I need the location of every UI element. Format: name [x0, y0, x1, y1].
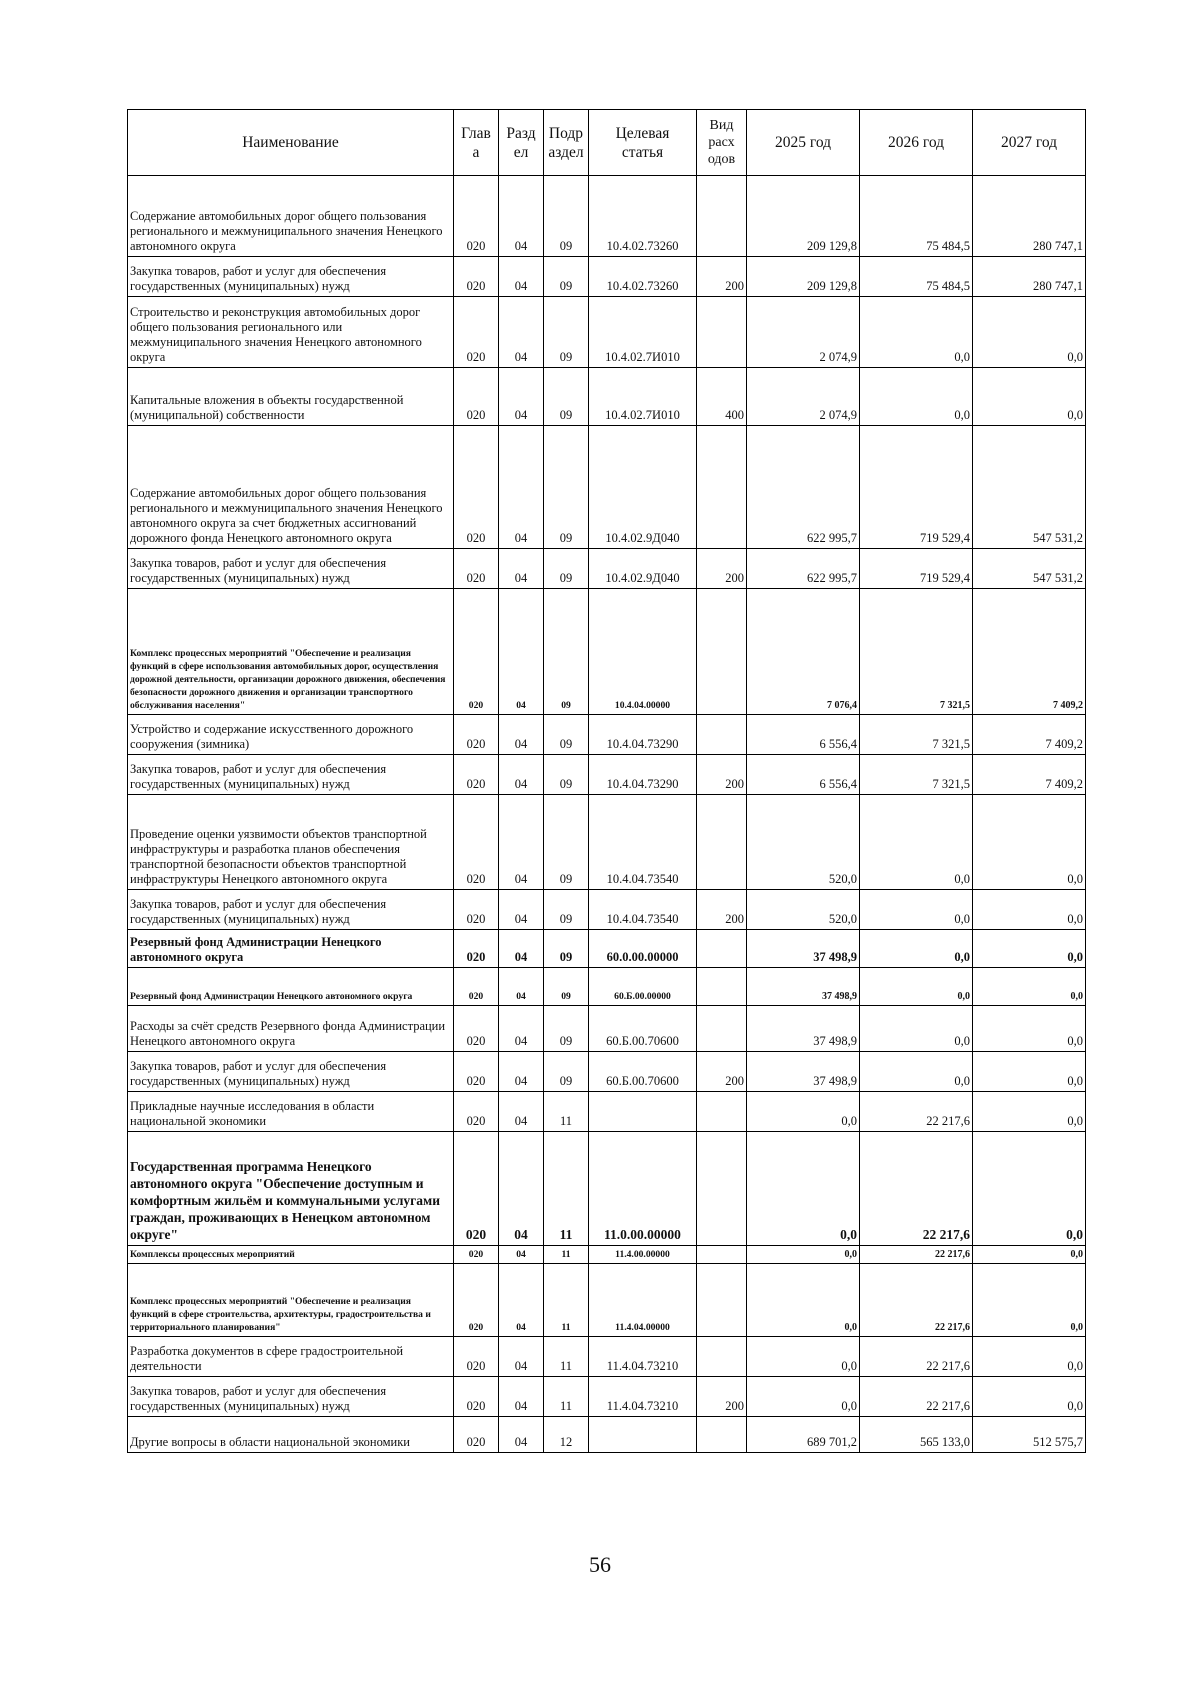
row-target-article: 10.4.02.7И010	[589, 297, 697, 368]
row-expense-type	[697, 968, 747, 1006]
row-razdel: 04	[499, 930, 544, 968]
row-amount-2026: 22 217,6	[860, 1246, 973, 1264]
table-row	[128, 549, 1086, 589]
row-podrazdel: 09	[544, 176, 589, 257]
row-target-article: 10.4.04.73290	[589, 715, 697, 755]
row-glava: 020	[454, 755, 499, 795]
row-amount-2025: 689 701,2	[747, 1417, 860, 1453]
row-amount-2027: 0,0	[973, 1337, 1086, 1377]
row-target-article: 60.Б.00.70600	[589, 1052, 697, 1092]
row-glava: 020	[454, 890, 499, 930]
row-glava: 020	[454, 257, 499, 297]
row-target-article: 10.4.04.00000	[589, 589, 697, 715]
table-row	[128, 426, 1086, 549]
row-glava: 020	[454, 297, 499, 368]
row-amount-2026: 75 484,5	[860, 257, 973, 297]
table-row	[128, 257, 1086, 297]
row-podrazdel: 09	[544, 257, 589, 297]
table-row	[128, 1264, 1086, 1337]
row-amount-2027: 547 531,2	[973, 549, 1086, 589]
row-name: Комплекс процессных мероприятий "Обеспечение и реализация функций в сфере использования автомобильных дорог, осуществления дорожной деятельности, организации дорожного движения, обеспечения безопасности дорожного движения и организации транспортного обслуживания населения"	[128, 589, 454, 715]
header-razdel: Разд ел	[499, 110, 544, 176]
row-razdel: 04	[499, 890, 544, 930]
header-expense-type: Вид расх одов	[697, 110, 747, 176]
row-razdel: 04	[499, 1246, 544, 1264]
row-podrazdel: 09	[544, 968, 589, 1006]
table-row	[128, 715, 1086, 755]
row-expense-type	[697, 1092, 747, 1132]
row-expense-type	[697, 795, 747, 890]
row-expense-type	[697, 1264, 747, 1337]
row-glava: 020	[454, 968, 499, 1006]
row-podrazdel: 09	[544, 1006, 589, 1052]
row-amount-2026: 0,0	[860, 968, 973, 1006]
row-expense-type: 200	[697, 257, 747, 297]
row-amount-2025: 0,0	[747, 1337, 860, 1377]
row-amount-2026: 7 321,5	[860, 715, 973, 755]
row-amount-2026: 0,0	[860, 890, 973, 930]
row-name: Устройство и содержание искусственного дорожного сооружения (зимника)	[128, 715, 454, 755]
row-razdel: 04	[499, 426, 544, 549]
row-amount-2025: 37 498,9	[747, 1006, 860, 1052]
row-amount-2025: 0,0	[747, 1377, 860, 1417]
row-podrazdel: 11	[544, 1246, 589, 1264]
row-podrazdel: 09	[544, 368, 589, 426]
row-expense-type	[697, 1417, 747, 1453]
row-expense-type: 200	[697, 755, 747, 795]
row-amount-2027: 280 747,1	[973, 176, 1086, 257]
row-razdel: 04	[499, 1264, 544, 1337]
table-row	[128, 368, 1086, 426]
row-amount-2027: 0,0	[973, 795, 1086, 890]
row-podrazdel: 09	[544, 549, 589, 589]
row-razdel: 04	[499, 1052, 544, 1092]
row-expense-type: 200	[697, 549, 747, 589]
budget-table-container	[127, 109, 1085, 1449]
row-name: Закупка товаров, работ и услуг для обеспечения государственных (муниципальных) нужд	[128, 1377, 454, 1417]
row-amount-2026: 0,0	[860, 297, 973, 368]
row-amount-2026: 719 529,4	[860, 426, 973, 549]
row-amount-2026: 565 133,0	[860, 1417, 973, 1453]
row-amount-2026: 22 217,6	[860, 1132, 973, 1246]
table-row	[128, 1417, 1086, 1453]
row-glava: 020	[454, 1417, 499, 1453]
row-glava: 020	[454, 549, 499, 589]
row-target-article: 10.4.04.73540	[589, 890, 697, 930]
row-amount-2025: 2 074,9	[747, 368, 860, 426]
table-row	[128, 1092, 1086, 1132]
row-name: Разработка документов в сфере градостроительной деятельности	[128, 1337, 454, 1377]
row-expense-type	[697, 715, 747, 755]
row-expense-type	[697, 1132, 747, 1246]
row-podrazdel: 09	[544, 755, 589, 795]
row-target-article: 10.4.02.9Д040	[589, 426, 697, 549]
row-razdel: 04	[499, 1417, 544, 1453]
row-glava: 020	[454, 1246, 499, 1264]
row-name: Содержание автомобильных дорог общего пользования регионального и межмуниципального значения Ненецкого автономного округа за счет бюджетных ассигнований дорожного фонда Ненецкого автономного округа	[128, 426, 454, 549]
header-year-2025: 2025 год	[747, 110, 860, 176]
row-amount-2025: 209 129,8	[747, 176, 860, 257]
row-podrazdel: 11	[544, 1092, 589, 1132]
row-glava: 020	[454, 1377, 499, 1417]
row-amount-2026: 22 217,6	[860, 1337, 973, 1377]
row-glava: 020	[454, 1337, 499, 1377]
row-podrazdel: 09	[544, 890, 589, 930]
row-podrazdel: 11	[544, 1132, 589, 1246]
row-razdel: 04	[499, 755, 544, 795]
row-glava: 020	[454, 795, 499, 890]
row-amount-2027: 0,0	[973, 1052, 1086, 1092]
row-amount-2025: 0,0	[747, 1132, 860, 1246]
row-amount-2025: 37 498,9	[747, 968, 860, 1006]
row-name: Капитальные вложения в объекты государственной (муниципальной) собственности	[128, 368, 454, 426]
row-name: Проведение оценки уязвимости объектов транспортной инфраструктуры и разработка планов обеспечения транспортной безопасности объектов транспортной инфраструктуры Ненецкого автономного округа	[128, 795, 454, 890]
row-razdel: 04	[499, 176, 544, 257]
row-amount-2026: 0,0	[860, 795, 973, 890]
row-target-article: 10.4.02.73260	[589, 176, 697, 257]
row-target-article: 10.4.02.7И010	[589, 368, 697, 426]
row-glava: 020	[454, 715, 499, 755]
row-glava: 020	[454, 930, 499, 968]
row-amount-2026: 719 529,4	[860, 549, 973, 589]
row-expense-type: 200	[697, 890, 747, 930]
table-row	[128, 930, 1086, 968]
row-amount-2026: 22 217,6	[860, 1264, 973, 1337]
row-podrazdel: 12	[544, 1417, 589, 1453]
header-target-article: Целевая статья	[589, 110, 697, 176]
budget-table	[127, 109, 1086, 1453]
row-amount-2025: 622 995,7	[747, 549, 860, 589]
table-row	[128, 890, 1086, 930]
table-row	[128, 1377, 1086, 1417]
row-glava: 020	[454, 589, 499, 715]
row-glava: 020	[454, 368, 499, 426]
row-target-article	[589, 1417, 697, 1453]
row-podrazdel: 09	[544, 715, 589, 755]
row-expense-type: 400	[697, 368, 747, 426]
table-row	[128, 1132, 1086, 1246]
row-podrazdel: 09	[544, 426, 589, 549]
row-amount-2026: 0,0	[860, 1052, 973, 1092]
row-target-article: 11.4.04.00000	[589, 1264, 697, 1337]
row-amount-2027: 280 747,1	[973, 257, 1086, 297]
header-name: Наименование	[128, 110, 454, 176]
row-glava: 020	[454, 1264, 499, 1337]
row-amount-2025: 0,0	[747, 1264, 860, 1337]
row-amount-2026: 0,0	[860, 930, 973, 968]
row-amount-2027: 0,0	[973, 890, 1086, 930]
row-amount-2027: 0,0	[973, 368, 1086, 426]
row-name: Прикладные научные исследования в области национальной экономики	[128, 1092, 454, 1132]
row-target-article: 11.4.00.00000	[589, 1246, 697, 1264]
row-target-article: 10.4.02.73260	[589, 257, 697, 297]
row-name: Закупка товаров, работ и услуг для обеспечения государственных (муниципальных) нужд	[128, 257, 454, 297]
table-row	[128, 1006, 1086, 1052]
row-amount-2026: 0,0	[860, 1006, 973, 1052]
table-row	[128, 1246, 1086, 1264]
row-name: Расходы за счёт средств Резервного фонда Администрации Ненецкого автономного округа	[128, 1006, 454, 1052]
row-expense-type	[697, 1006, 747, 1052]
table-header-row	[128, 110, 1086, 176]
header-year-2027: 2027 год	[973, 110, 1086, 176]
row-amount-2027: 0,0	[973, 1377, 1086, 1417]
row-amount-2025: 0,0	[747, 1092, 860, 1132]
row-razdel: 04	[499, 368, 544, 426]
row-amount-2027: 0,0	[973, 1246, 1086, 1264]
page-number: 56	[589, 1552, 611, 1577]
row-name: Закупка товаров, работ и услуг для обеспечения государственных (муниципальных) нужд	[128, 890, 454, 930]
row-name: Комплексы процессных мероприятий	[128, 1246, 454, 1264]
row-amount-2026: 75 484,5	[860, 176, 973, 257]
row-amount-2027: 0,0	[973, 1132, 1086, 1246]
table-row	[128, 795, 1086, 890]
row-name: Резервный фонд Администрации Ненецкого автономного округа	[128, 968, 454, 1006]
row-expense-type: 200	[697, 1377, 747, 1417]
row-amount-2025: 37 498,9	[747, 1052, 860, 1092]
row-target-article	[589, 1092, 697, 1132]
row-target-article: 10.4.04.73290	[589, 755, 697, 795]
row-expense-type: 200	[697, 1052, 747, 1092]
row-name: Закупка товаров, работ и услуг для обеспечения государственных (муниципальных) нужд	[128, 549, 454, 589]
row-target-article: 60.Б.00.70600	[589, 1006, 697, 1052]
row-razdel: 04	[499, 297, 544, 368]
row-podrazdel: 09	[544, 1052, 589, 1092]
row-podrazdel: 09	[544, 589, 589, 715]
row-amount-2027: 512 575,7	[973, 1417, 1086, 1453]
row-glava: 020	[454, 1092, 499, 1132]
row-glava: 020	[454, 1132, 499, 1246]
row-podrazdel: 09	[544, 930, 589, 968]
row-razdel: 04	[499, 795, 544, 890]
row-razdel: 04	[499, 1132, 544, 1246]
row-expense-type	[697, 297, 747, 368]
row-amount-2027: 7 409,2	[973, 755, 1086, 795]
row-expense-type	[697, 589, 747, 715]
header-glava: Глав а	[454, 110, 499, 176]
row-name: Резервный фонд Администрации Ненецкого автономного округа	[128, 930, 454, 968]
row-razdel: 04	[499, 549, 544, 589]
row-amount-2027: 7 409,2	[973, 589, 1086, 715]
row-amount-2025: 7 076,4	[747, 589, 860, 715]
row-razdel: 04	[499, 589, 544, 715]
row-razdel: 04	[499, 715, 544, 755]
row-expense-type	[697, 426, 747, 549]
row-expense-type	[697, 176, 747, 257]
row-razdel: 04	[499, 1377, 544, 1417]
row-name: Государственная программа Ненецкого автономного округа "Обеспечение доступным и комфортным жильём и коммунальными услугами граждан, проживающих в Ненецком автономном округе"	[128, 1132, 454, 1246]
row-amount-2027: 0,0	[973, 968, 1086, 1006]
row-target-article: 10.4.02.9Д040	[589, 549, 697, 589]
row-amount-2025: 0,0	[747, 1246, 860, 1264]
table-row	[128, 176, 1086, 257]
row-razdel: 04	[499, 968, 544, 1006]
row-razdel: 04	[499, 1092, 544, 1132]
header-year-2026: 2026 год	[860, 110, 973, 176]
row-amount-2027: 0,0	[973, 930, 1086, 968]
row-glava: 020	[454, 176, 499, 257]
table-row	[128, 297, 1086, 368]
row-amount-2027: 0,0	[973, 1006, 1086, 1052]
row-amount-2026: 7 321,5	[860, 755, 973, 795]
row-amount-2025: 520,0	[747, 890, 860, 930]
row-razdel: 04	[499, 257, 544, 297]
row-name: Закупка товаров, работ и услуг для обеспечения государственных (муниципальных) нужд	[128, 1052, 454, 1092]
row-podrazdel: 11	[544, 1337, 589, 1377]
row-expense-type	[697, 1246, 747, 1264]
row-glava: 020	[454, 1006, 499, 1052]
row-amount-2027: 0,0	[973, 297, 1086, 368]
row-amount-2025: 2 074,9	[747, 297, 860, 368]
row-target-article: 11.4.04.73210	[589, 1377, 697, 1417]
table-row	[128, 755, 1086, 795]
row-razdel: 04	[499, 1337, 544, 1377]
row-name: Содержание автомобильных дорог общего пользования регионального и межмуниципального значения Ненецкого автономного округа	[128, 176, 454, 257]
table-row	[128, 968, 1086, 1006]
row-amount-2025: 622 995,7	[747, 426, 860, 549]
row-amount-2026: 22 217,6	[860, 1092, 973, 1132]
row-amount-2026: 0,0	[860, 368, 973, 426]
row-glava: 020	[454, 426, 499, 549]
row-target-article: 11.0.00.00000	[589, 1132, 697, 1246]
row-target-article: 11.4.04.73210	[589, 1337, 697, 1377]
row-razdel: 04	[499, 1006, 544, 1052]
row-amount-2027: 547 531,2	[973, 426, 1086, 549]
table-row	[128, 589, 1086, 715]
row-target-article: 60.0.00.00000	[589, 930, 697, 968]
row-target-article: 10.4.04.73540	[589, 795, 697, 890]
row-target-article: 60.Б.00.00000	[589, 968, 697, 1006]
row-amount-2025: 209 129,8	[747, 257, 860, 297]
row-amount-2025: 6 556,4	[747, 755, 860, 795]
row-amount-2027: 0,0	[973, 1264, 1086, 1337]
row-expense-type	[697, 930, 747, 968]
row-podrazdel: 09	[544, 795, 589, 890]
row-name: Закупка товаров, работ и услуг для обеспечения государственных (муниципальных) нужд	[128, 755, 454, 795]
row-name: Строительство и реконструкция автомобильных дорог общего пользования регионального или межмуниципального значения Ненецкого автономного округа	[128, 297, 454, 368]
row-amount-2027: 0,0	[973, 1092, 1086, 1132]
table-body	[128, 176, 1086, 1453]
row-amount-2027: 7 409,2	[973, 715, 1086, 755]
row-amount-2025: 520,0	[747, 795, 860, 890]
row-podrazdel: 09	[544, 297, 589, 368]
row-amount-2026: 7 321,5	[860, 589, 973, 715]
table-row	[128, 1337, 1086, 1377]
row-amount-2026: 22 217,6	[860, 1377, 973, 1417]
header-podrazdel: Подр аздел	[544, 110, 589, 176]
table-row	[128, 1052, 1086, 1092]
row-podrazdel: 11	[544, 1264, 589, 1337]
row-name: Комплекс процессных мероприятий "Обеспечение и реализация функций в сфере строительства, архитектуры, градостроительства и территориального планирования"	[128, 1264, 454, 1337]
row-glava: 020	[454, 1052, 499, 1092]
row-amount-2025: 37 498,9	[747, 930, 860, 968]
row-amount-2025: 6 556,4	[747, 715, 860, 755]
row-name: Другие вопросы в области национальной экономики	[128, 1417, 454, 1453]
row-podrazdel: 11	[544, 1377, 589, 1417]
row-expense-type	[697, 1337, 747, 1377]
